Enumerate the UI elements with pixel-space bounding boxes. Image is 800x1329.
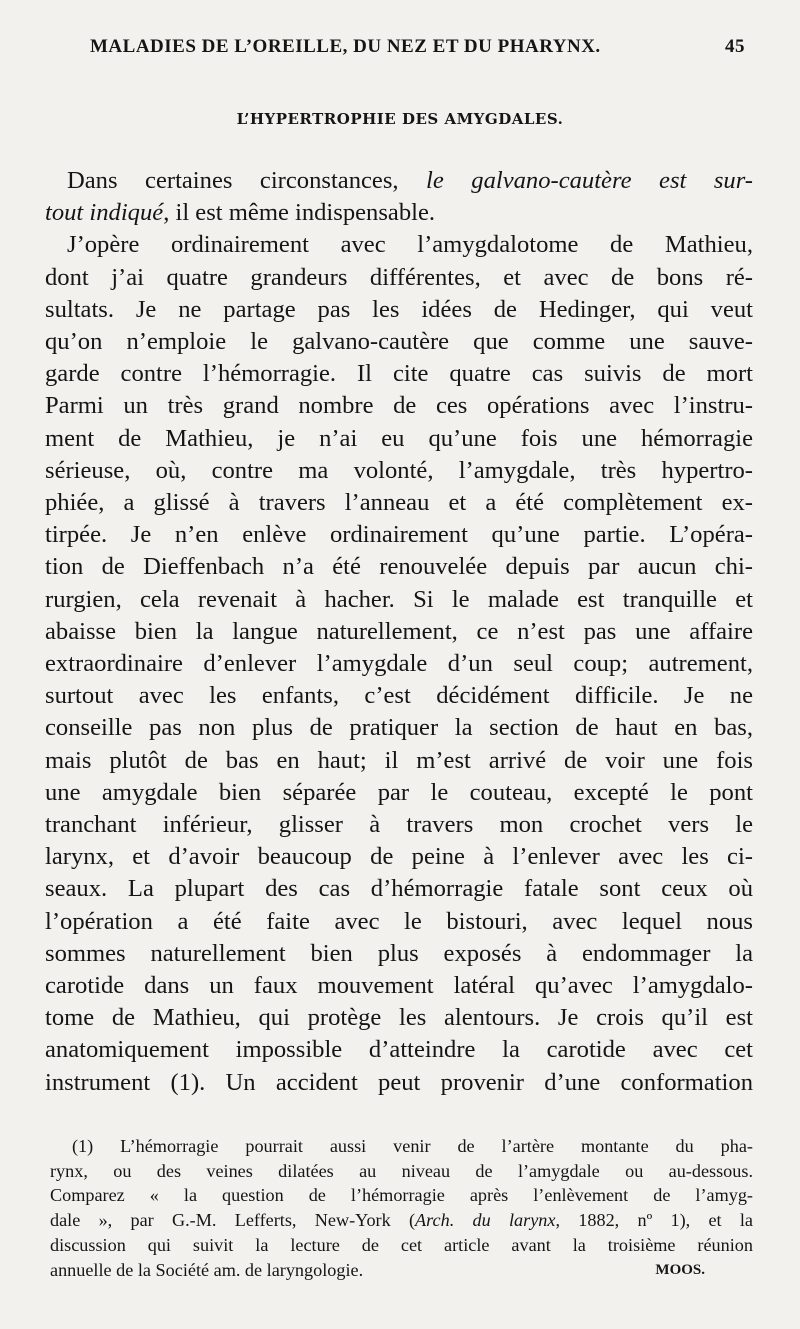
text-line: dont j’ai quatre grandeurs différentes, et avec de bons ré- xyxy=(45,263,753,291)
text-line: tranchant inférieur, glisser à travers mon crochet vers le xyxy=(45,811,753,839)
footnote-signature: MOOS. xyxy=(655,1261,705,1278)
running-header xyxy=(90,36,745,58)
text-line: qu’on n’emploie le galvano-cautère que comme une sauve- xyxy=(45,328,753,356)
text-line: extraordinaire d’enlever l’amygdale d’un seul coup; autrement, xyxy=(45,650,753,678)
text-line: tome de Mathieu, qui protège les alentours. Je crois qu’il est xyxy=(45,1004,753,1032)
text-line: tion de Dieffenbach n’a été renouvelée depuis par aucun chi- xyxy=(45,553,753,581)
text-line: sommes naturellement bien plus exposés à endommager la xyxy=(45,939,753,967)
footnote-line: annuelle de la Société am. de laryngologie. MOOS. xyxy=(50,1258,753,1283)
text-line: ment de Mathieu, je n’ai eu qu’une fois une hémorragie xyxy=(45,424,753,452)
text-line: conseille pas non plus de pratiquer la section de haut en bas, xyxy=(45,714,753,742)
text-line: J’opère ordinairement avec l’amygdalotome de Mathieu, xyxy=(67,231,753,259)
text-line: mais plutôt de bas en haut; il m’est arrivé de voir une fois xyxy=(45,746,753,774)
footnote-line: discussion qui suivit la lecture de cet article avant la troisième réunion xyxy=(50,1234,753,1255)
running-title: MALADIES DE L’OREILLE, DU NEZ ET DU PHARYNX. xyxy=(90,36,601,57)
text-line: Parmi un très grand nombre de ces opérations avec l’instru- xyxy=(45,392,753,420)
text-line: Dans certaines circonstances, le galvano-cautère est sur- xyxy=(67,167,753,194)
text-line: larynx, et d’avoir beaucoup de peine à l’enlever avec les ci- xyxy=(45,843,753,871)
text-line: garde contre l’hémorragie. Il cite quatre cas suivis de mort xyxy=(45,360,753,388)
text-line: rurgien, cela revenait à hacher. Si le malade est tranquille et xyxy=(45,585,753,613)
footnote-line: (1) L’hémorragie pourrait aussi venir de l’artère montante du pha- xyxy=(72,1136,753,1156)
body-text xyxy=(45,165,753,1099)
text-line: abaisse bien la langue naturellement, ce n’est pas une affaire xyxy=(45,617,753,645)
text-line: tirpée. Je n’en enlève ordinairement qu’une partie. L’opéra- xyxy=(45,521,753,549)
footnote-line: rynx, ou des veines dilatées au niveau de l’amygdale ou au-dessous. xyxy=(50,1160,753,1181)
text-line: tout indiqué, il est même indispensable. xyxy=(45,199,436,227)
text-line: sultats. Je ne partage pas les idées de Hedinger, qui veut xyxy=(45,295,753,323)
section-title: L’HYPERTROPHIE DES AMYGDALES. xyxy=(236,110,564,128)
footnote-line: Comparez « la question de l’hémorragie après l’enlèvement de l’amyg- xyxy=(50,1185,753,1206)
text-line: anatomiquement impossible d’atteindre la carotide avec cet xyxy=(45,1036,753,1064)
footnote-line: dale », par G.-M. Lefferts, New-York (Arch. du larynx, 1882, nº 1), et la xyxy=(50,1210,753,1231)
text-line: surtout avec les enfants, c’est décidément difficile. Je ne xyxy=(45,682,753,710)
text-line: seaux. La plupart des cas d’hémorragie fatale sont ceux où xyxy=(45,875,753,903)
text-line: carotide dans un faux mouvement latéral qu’avec l’amygdalo- xyxy=(45,972,753,1000)
citation-title: Arch. du larynx xyxy=(415,1210,556,1231)
text-line: sérieuse, où, contre ma volonté, l’amygdale, très hypertro- xyxy=(45,456,753,484)
text-line: une amygdale bien séparée par le couteau, excepté le pont xyxy=(45,778,753,806)
page-number: 45 xyxy=(725,36,745,57)
text-line: phiée, a glissé à travers l’anneau et a été complètement ex- xyxy=(45,489,753,517)
footnote xyxy=(50,1134,753,1282)
text-line: l’opération a été faite avec le bistouri, avec lequel nous xyxy=(45,907,753,935)
text-line: instrument (1). Un accident peut provenir d’une conformation xyxy=(45,1068,753,1096)
